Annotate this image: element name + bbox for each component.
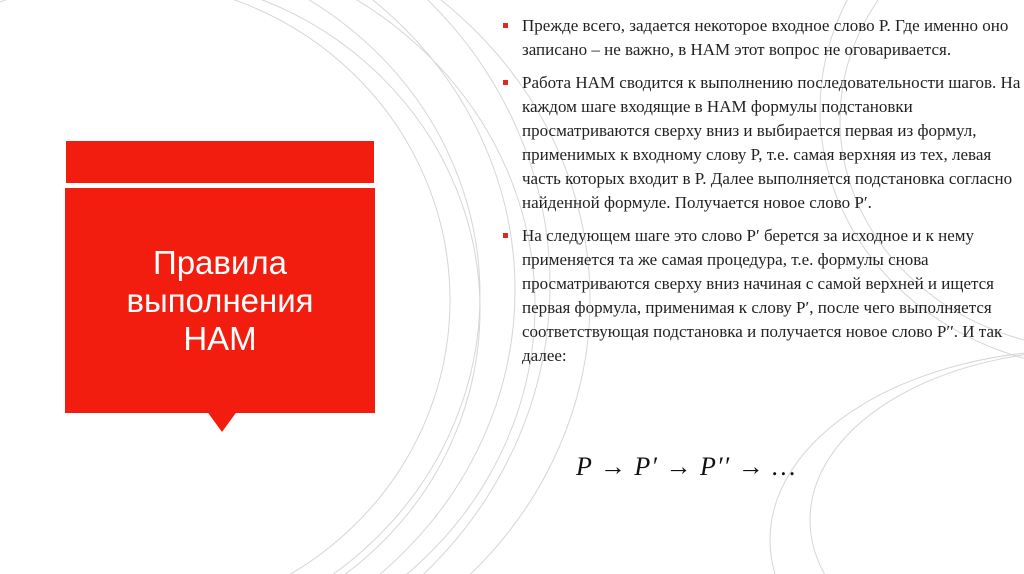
bullet-square-icon: [503, 233, 508, 238]
slide-title: Правила выполнения НАМ: [126, 243, 314, 357]
bullet-square-icon: [503, 23, 508, 28]
bullet-square-icon: [503, 80, 508, 85]
bullet-text: На следующем шаге это слово P′ берется за исходное и к нему применяется та же самая процедура, т.е. формулы снова просматриваются сверху вниз начиная с самой верхней и ищется первая формула, применимая к слову P′, после чего выполняется соответствующая подстановка и получается новое слово P′′. И так далее:: [522, 226, 1003, 365]
title-accent-strip: [66, 141, 374, 183]
bullet-item: [503, 71, 1023, 215]
bullet-list: [503, 14, 1023, 377]
bullet-text: Прежде всего, задается некоторое входное слово P. Где именно оно записано – не важно, в НАМ этот вопрос не оговаривается.: [522, 16, 1009, 59]
title-box-pointer: [206, 410, 238, 432]
bullet-item: [503, 224, 1023, 368]
bullet-text: Работа НАМ сводится к выполнению последовательности шагов. На каждом шаге входящие в НАМ формулы подстановки просматриваются сверху вниз и выбирается первая из формул, применимых к входному слову P, т.е. самая верхняя из тех, левая часть которых входит в P. Далее выполняется подстановка согласно найденной формуле. Получается новое слово P′.: [522, 73, 1021, 212]
bullet-item: [503, 14, 1023, 62]
formula: P → P′ → P′′ → …: [576, 452, 797, 481]
